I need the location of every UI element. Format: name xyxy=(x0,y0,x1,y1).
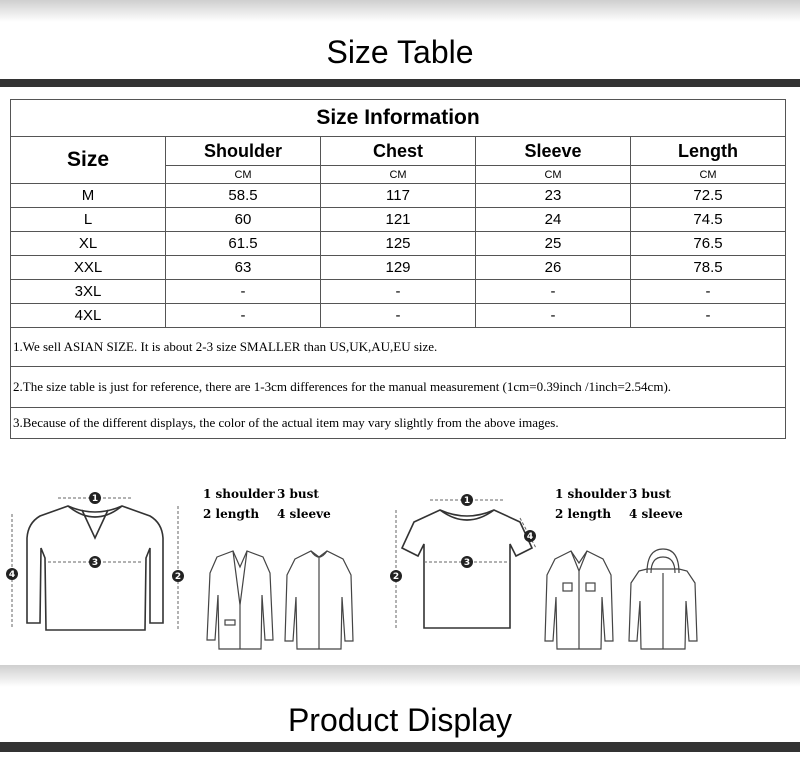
shirt-icon xyxy=(545,551,613,649)
chest-cell: 129 xyxy=(321,256,476,280)
legend-length: 2 length xyxy=(555,507,612,521)
marker-3-label: 3 xyxy=(463,558,471,568)
measure-legend-left xyxy=(203,484,331,524)
table-title: Size Information xyxy=(11,100,786,137)
header-gradient xyxy=(0,0,800,22)
legend-shoulder: 1 shoulder xyxy=(203,487,275,501)
shoulder-cell: 61.5 xyxy=(166,232,321,256)
legend-sleeve: 4 sleeve xyxy=(277,507,331,521)
legend-bust: 3 bust xyxy=(629,487,671,501)
legend-length: 2 length xyxy=(203,507,260,521)
unit-label: CM xyxy=(321,166,476,184)
table-row xyxy=(11,256,786,280)
marker-2-label: 2 xyxy=(174,572,182,582)
table-row xyxy=(11,208,786,232)
table-row xyxy=(11,232,786,256)
legend-bust: 3 bust xyxy=(277,487,319,501)
length-cell: 78.5 xyxy=(631,256,786,280)
hoodie-icon xyxy=(629,549,697,649)
section-title: Product Display xyxy=(287,702,513,738)
size-cell: XL xyxy=(11,232,166,256)
shoulder-cell: 58.5 xyxy=(166,184,321,208)
marker-4-label: 4 xyxy=(526,532,534,542)
size-table xyxy=(10,99,786,439)
sleeve-cell: - xyxy=(476,280,631,304)
chest-cell: 117 xyxy=(321,184,476,208)
note-row xyxy=(11,408,786,439)
sleeve-cell: - xyxy=(476,304,631,328)
size-cell: 3XL xyxy=(11,280,166,304)
note-row xyxy=(11,367,786,408)
page-title: Size Table xyxy=(326,34,474,70)
marker-2-label: 2 xyxy=(392,572,400,582)
blazer-icon xyxy=(207,551,273,649)
table-title-row xyxy=(11,100,786,137)
footer-divider xyxy=(0,742,800,752)
legend-shoulder: 1 shoulder xyxy=(555,487,627,501)
length-cell: - xyxy=(631,280,786,304)
footer-gradient xyxy=(0,665,800,687)
chest-cell: 121 xyxy=(321,208,476,232)
marker-4-label: 4 xyxy=(8,570,16,580)
tshirt-measure-diagram xyxy=(380,478,550,658)
column-header-chest: Chest xyxy=(321,137,476,166)
jacket-illustrations-left xyxy=(195,545,365,655)
column-header-length: Length xyxy=(631,137,786,166)
marker-1-label: 1 xyxy=(91,494,99,504)
unit-label: CM xyxy=(631,166,786,184)
shoulder-cell: - xyxy=(166,304,321,328)
column-header-shoulder: Shoulder xyxy=(166,137,321,166)
marker-3-label: 3 xyxy=(91,558,99,568)
table-header-row xyxy=(11,137,786,166)
size-column-header: Size xyxy=(11,137,166,184)
shoulder-cell: 63 xyxy=(166,256,321,280)
length-cell: - xyxy=(631,304,786,328)
table-row xyxy=(11,280,786,304)
jacket-illustrations-right xyxy=(535,545,705,655)
size-cell: L xyxy=(11,208,166,232)
marker-1-label: 1 xyxy=(463,496,471,506)
length-cell: 74.5 xyxy=(631,208,786,232)
note-row xyxy=(11,328,786,367)
legend-sleeve: 4 sleeve xyxy=(629,507,683,521)
sleeve-cell: 24 xyxy=(476,208,631,232)
measure-legend-right xyxy=(555,484,683,524)
table-row xyxy=(11,184,786,208)
note-1: 1.We sell ASIAN SIZE. It is about 2-3 size SMALLER than US,UK,AU,EU size. xyxy=(11,328,786,367)
header-divider xyxy=(0,79,800,87)
table-row xyxy=(11,304,786,328)
size-cell: XXL xyxy=(11,256,166,280)
sleeve-cell: 26 xyxy=(476,256,631,280)
shoulder-cell: - xyxy=(166,280,321,304)
zip-jacket-icon xyxy=(285,551,353,649)
length-cell: 72.5 xyxy=(631,184,786,208)
size-cell: M xyxy=(11,184,166,208)
note-2: 2.The size table is just for reference, there are 1-3cm differences for the manual measurement (1cm=0.39inch /1inch=2.54cm). xyxy=(11,367,786,408)
size-cell: 4XL xyxy=(11,304,166,328)
column-header-sleeve: Sleeve xyxy=(476,137,631,166)
chest-cell: - xyxy=(321,304,476,328)
sleeve-cell: 23 xyxy=(476,184,631,208)
length-cell: 76.5 xyxy=(631,232,786,256)
chest-cell: - xyxy=(321,280,476,304)
unit-label: CM xyxy=(476,166,631,184)
unit-label: CM xyxy=(166,166,321,184)
note-3: 3.Because of the different displays, the color of the actual item may vary slightly from the above images. xyxy=(11,408,786,439)
sleeve-cell: 25 xyxy=(476,232,631,256)
sweater-measure-diagram xyxy=(0,478,200,658)
shoulder-cell: 60 xyxy=(166,208,321,232)
chest-cell: 125 xyxy=(321,232,476,256)
